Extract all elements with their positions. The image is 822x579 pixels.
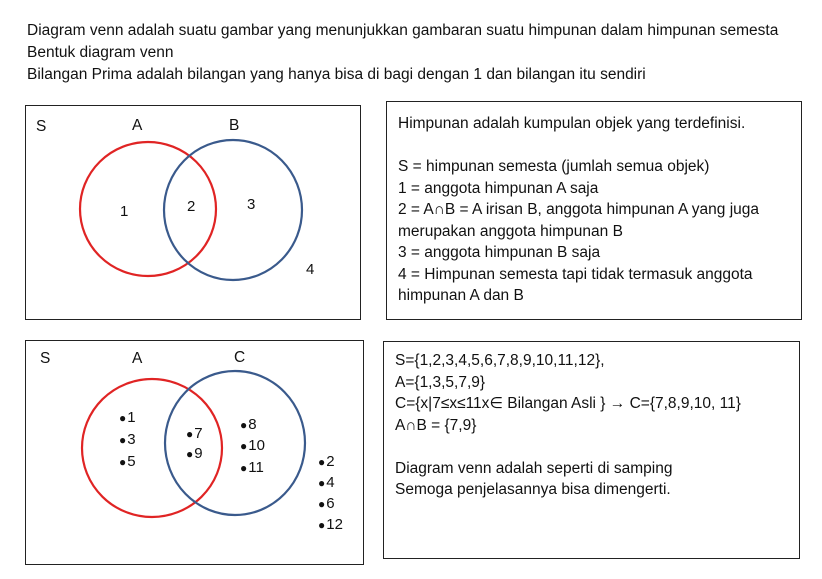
intro-line-3: Bilangan Prima adalah bilangan yang hanya bisa di bagi dengan 1 dan bilangan itu sendiri [27, 66, 646, 83]
element-outside: ● 6 [318, 495, 335, 512]
arrow-right-icon: → [609, 395, 626, 412]
legend-region-1: 1 = anggota himpunan A saja [398, 179, 599, 197]
element-only-a: ● 5 [119, 453, 136, 470]
legend-region-3: 3 = anggota himpunan B saja [398, 244, 601, 261]
element-intersection: ● 9 [186, 445, 203, 462]
set-a-circle [80, 142, 216, 276]
region-3-label: 3 [247, 196, 256, 213]
legend-region-2-line-2: merupakan anggota himpunan B [398, 222, 623, 240]
legend-region-4-line-1: 4 = Himpunan semesta tapi tidak termasuk anggota [398, 265, 753, 283]
legend-title: Himpunan adalah kumpulan objek yang terdefinisi. [398, 115, 746, 132]
element-only-a: ● 3 [119, 431, 136, 448]
set-c-circle [165, 371, 305, 515]
example-c-set: C={7,8,9,10, 11} [625, 395, 741, 412]
universe-label: S [40, 350, 51, 367]
element-only-c: ● 11 [240, 459, 264, 476]
example-box [383, 341, 800, 559]
example-closing-1: Diagram venn adalah seperti di samping [395, 459, 673, 477]
region-2-label: 2 [187, 198, 196, 215]
region-4-label: 4 [306, 261, 315, 278]
element-outside: ● 12 [318, 516, 343, 533]
example-c-definition: C={x|7≤x≤11x∈ Bilangan Asli } [395, 395, 606, 412]
example-a-set: A={1,3,5,7,9} [395, 373, 486, 391]
element-only-c: ● 10 [240, 437, 265, 454]
venn-diagram-1 [25, 105, 361, 320]
example-c-set-line [395, 393, 741, 415]
set-b-label: B [229, 117, 240, 134]
intro-line-1: Diagram venn adalah suatu gambar yang menunjukkan gambaran suatu himpunan dalam himpunan semesta [27, 22, 779, 39]
set-c-label: C [234, 349, 246, 366]
legend-region-2-line-1: 2 = A∩B = A irisan B, anggota himpunan A yang juga [398, 201, 760, 218]
element-intersection: ● 7 [186, 425, 203, 442]
element-outside: ● 2 [318, 453, 335, 470]
region-1-label: 1 [120, 203, 129, 220]
legend-s-definition: S = himpunan semesta (jumlah semua objek) [398, 158, 710, 175]
example-closing-2: Semoga penjelasannya bisa dimengerti. [395, 481, 671, 498]
legend-box [386, 101, 802, 320]
universe-label: S [36, 118, 47, 135]
intro-line-2: Bentuk diagram venn [27, 44, 174, 61]
example-intersection: A∩B = {7,9} [395, 416, 477, 434]
set-a-label: A [132, 117, 143, 134]
set-a-label: A [132, 350, 143, 367]
intro-text [27, 20, 778, 86]
element-outside: ● 4 [318, 474, 335, 491]
element-only-a: ● 1 [119, 409, 136, 426]
example-s-set: S={1,2,3,4,5,6,7,8,9,10,11,12}, [395, 352, 605, 369]
legend-region-4-line-2: himpunan A dan B [398, 287, 524, 304]
element-only-c: ● 8 [240, 416, 257, 433]
venn-diagram-2 [25, 340, 364, 565]
set-b-circle [164, 140, 302, 280]
